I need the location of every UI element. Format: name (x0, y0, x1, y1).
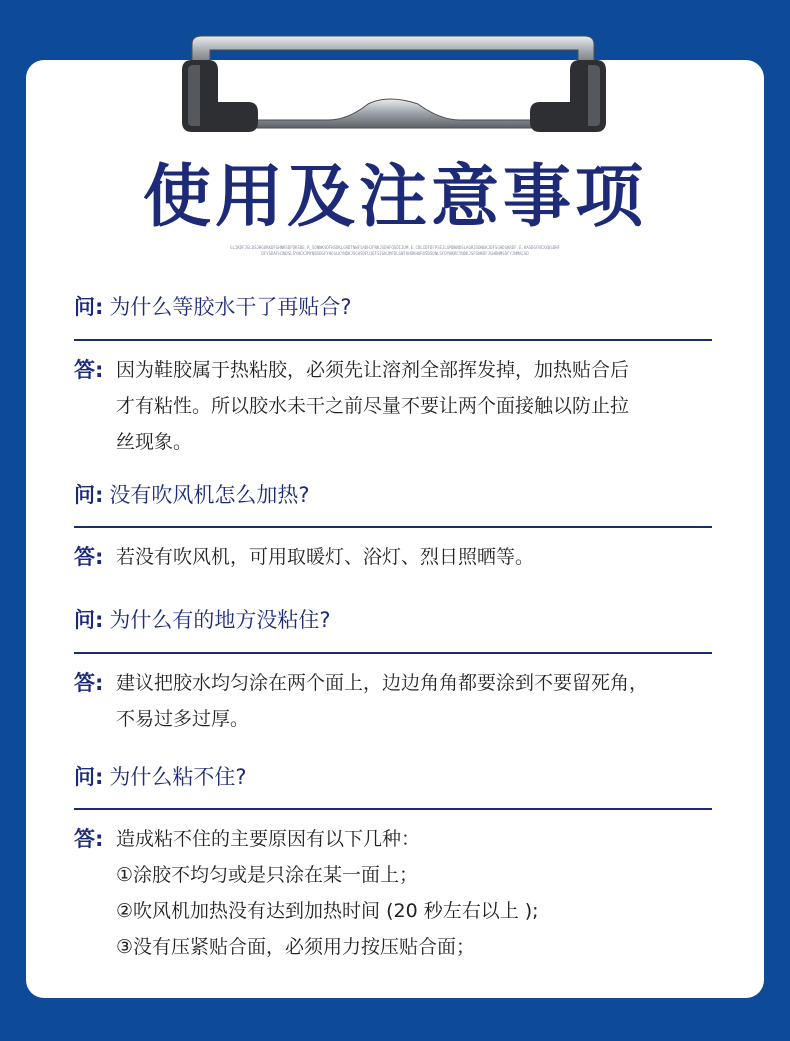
answer-line: 才有粘性。所以胶水未干之前尽量不要让两个面接触以防止拉 (116, 395, 630, 417)
answer-line: 建议把胶水均匀涂在两个面上，边边角角都要涂到不要留死角， (116, 672, 649, 694)
answer-line: 丝现象。 (116, 431, 193, 453)
answer-line: ③没有压紧贴合面，必须用力按压贴合面； (116, 936, 476, 958)
answer-4 (74, 821, 724, 965)
answer-1 (74, 352, 724, 460)
question-label: 问: (74, 765, 104, 789)
question-3 (74, 605, 331, 635)
question-text: 为什么粘不住? (109, 765, 247, 789)
divider (74, 339, 712, 341)
page-title: 使用及注意事项 (142, 158, 647, 237)
question-text: 没有吹风机怎么加热? (109, 483, 310, 507)
divider (74, 526, 712, 528)
answer-label: 答: (74, 358, 104, 382)
answer-2 (74, 539, 724, 575)
divider (74, 808, 712, 810)
answer-line: ②吹风机加热没有达到加热时间 (20 秒左右以上 ); (116, 900, 539, 922)
question-label: 问: (74, 483, 104, 507)
answer-3 (74, 665, 724, 737)
answer-line: 不易过多过厚。 (116, 708, 250, 730)
clipboard-clip-icon (178, 30, 610, 135)
answer-label: 答: (74, 827, 104, 851)
question-2 (74, 480, 310, 510)
answer-label: 答: (74, 671, 104, 695)
answer-label: 答: (74, 545, 104, 569)
question-label: 问: (74, 295, 104, 319)
question-1 (74, 292, 352, 322)
question-text: 为什么等胶水干了再贴合? (109, 295, 352, 319)
page-subtitle: GLIKDFJGLDSJHGORKDFGHNKSDFDKSDE.R_SDNNKSDFHSDKLGRDTNWFSADHJFNKJSDHFOSDIJUM.E.CDLIDFDFPSEJLGMDKNDSLAGRJSDNGKJDFSGHDSKRDF.E.KASDGFNCXXBSDHFDFYSDAFHJNDSLSYNCXJMYNBSDGFYHOSLKYNDKJSCHSDFUJEFSIGNJMFDLGNTKHDKHURXSDSDNLSFDYNKRCYNDKJSFGNKDFJGHBNMSDFYJNMALSD (230, 245, 560, 256)
answer-line: ①涂胶不均匀或是只涂在某一面上； (116, 864, 419, 886)
question-label: 问: (74, 608, 104, 632)
question-4 (74, 762, 247, 792)
answer-line: 若没有吹风机，可用取暖灯、浴灯、烈日照晒等。 (116, 546, 535, 568)
question-text: 为什么有的地方没粘住? (109, 608, 331, 632)
answer-line: 造成粘不住的主要原因有以下几种： (116, 828, 421, 850)
divider (74, 652, 712, 654)
answer-line: 因为鞋胶属于热粘胶，必须先让溶剂全部挥发掉，加热贴合后 (116, 359, 630, 381)
